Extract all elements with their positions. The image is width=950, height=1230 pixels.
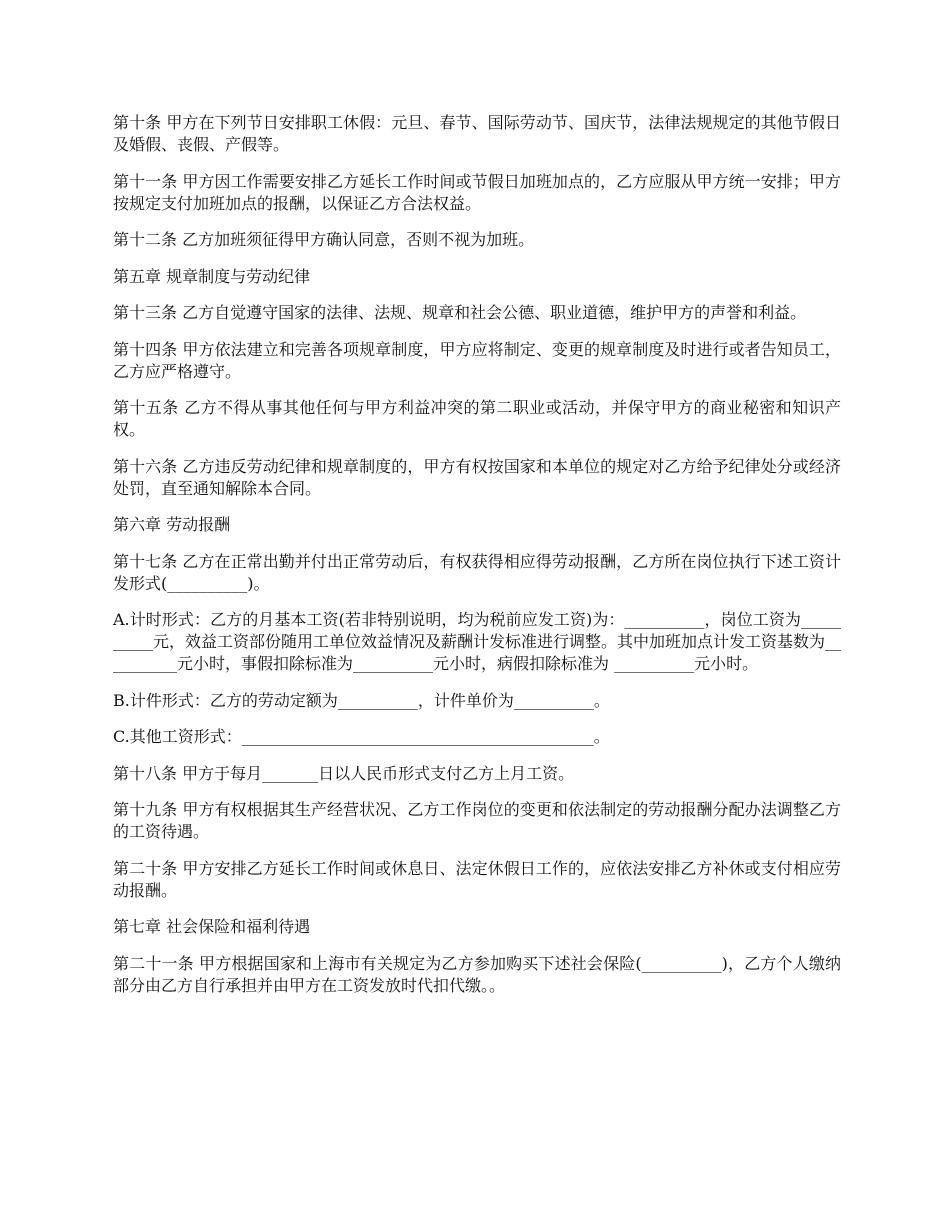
article-13: 第十三条 乙方自觉遵守国家的法律、法规、规章和社会公德、职业道德，维护甲方的声誉和利益。 [113,303,807,322]
article-11: 第十一条 甲方因工作需要安排乙方延长工作时间或节假日加班加点的，乙方应服从甲方统一安排；甲方按规定支付加班加点的报酬，以保证乙方合法权益。 [113,171,841,213]
article-21: 第二十一条 甲方根据国家和上海市有关规定为乙方参加购买下述社会保险(__________)，乙方个人缴纳部分由乙方自行承担并由甲方在工资发放时代扣代缴。。 [113,953,841,995]
document-body [113,112,841,1011]
wage-form-c: C.其他工资形式：____________________________________________。 [113,727,610,746]
wage-form-a: A.计时形式：乙方的月基本工资(若非特别说明，均为税前应发工资)为：__________，岗位工资为__________元，效益工资部份随用工单位效益情况及薪酬计发标准进行调整。其中加班加点计发工资基数为__________元小时，事假扣除标准为__________元小时，病假扣除标准为 __________元小时。 [113,610,842,673]
article-16: 第十六条 乙方违反劳动纪律和规章制度的，甲方有权按国家和本单位的规定对乙方给予纪律处分或经济处罚，直至通知解除本合同。 [113,456,841,498]
article-12: 第十二条 乙方加班须征得甲方确认同意，否则不视为加班。 [113,230,535,249]
article-15: 第十五条 乙方不得从事其他任何与甲方利益冲突的第二职业或活动，并保守甲方的商业秘密和知识产权。 [113,398,841,439]
chapter-6-heading: 第六章 劳动报酬 [113,515,231,534]
chapter-7-heading: 第七章 社会保险和福利待遇 [113,917,311,936]
chapter-5-heading: 第五章 规章制度与劳动纪律 [113,266,311,286]
article-14: 第十四条 甲方依法建立和完善各项规章制度，甲方应将制定、变更的规章制度及时进行或者告知员工，乙方应严格遵守。 [113,339,841,381]
article-19: 第十九条 甲方有权根据其生产经营状况、乙方工作岗位的变更和依法制定的劳动报酬分配办法调整乙方的工资待遇。 [113,800,841,841]
article-17: 第十七条 乙方在正常出勤并付出正常劳动后，有权获得相应得劳动报酬，乙方所在岗位执行下述工资计发形式(__________)。 [113,551,841,593]
article-10: 第十条 甲方在下列节日安排职工休假：元旦、春节、国际劳动节、国庆节，法律法规规定的其他节假日及婚假、丧假、产假等。 [113,113,841,154]
wage-form-b: B.计件形式：乙方的劳动定额为__________，计件单价为__________。 [113,690,610,710]
article-20: 第二十条 甲方安排乙方延长工作时间或休息日、法定休假日工作的，应依法安排乙方补休或支付相应劳动报酬。 [113,858,841,900]
article-18: 第十八条 甲方于每月_______日以人民币形式支付乙方上月工资。 [113,763,575,783]
